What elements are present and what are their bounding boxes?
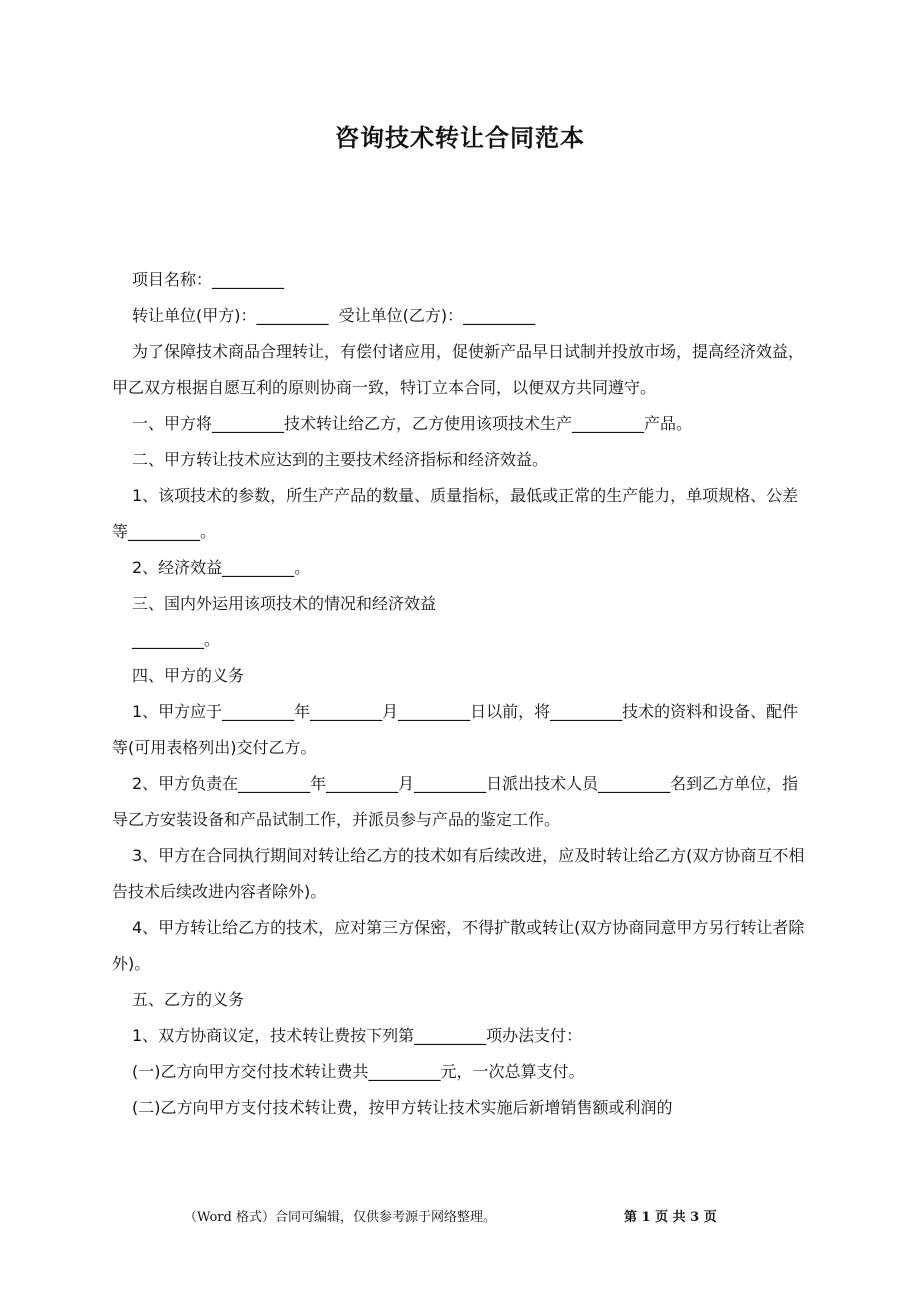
paragraph-clause-2-1: 1、该项技术的参数，所生产产品的数量、质量指标，最低或正常的生产能力，单项规格、公差等_________。 [112, 486, 799, 541]
document-title: 咨询技术转让合同范本 [335, 124, 585, 152]
paragraph-preamble: 为了保障技术商品合理转让，有偿付诸应用，促使新产品早日试制并投放市场，提高经济效益，甲乙双方根据自愿互利的原则协商一致，特订立本合同，以便双方共同遵守。 [112, 342, 805, 397]
paragraph-clause-3: 三、国内外运用该项技术的情况和经济效益 [132, 594, 437, 613]
document-body [112, 262, 812, 1126]
page-number: 第 1 页 共 3 页 [624, 1210, 717, 1225]
footer-note: （Word 格式）合同可编辑，仅供参考源于网络整理。 [184, 1210, 496, 1225]
paragraph-project-name: 项目名称：_________ [132, 270, 285, 289]
paragraph-clause-2: 二、甲方转让技术应达到的主要技术经济指标和经济效益。 [132, 450, 549, 469]
paragraph-clause-5-1: 1、双方协商议定，技术转让费按下列第_________项办法支付： [132, 1026, 583, 1045]
paragraph-clause-5: 五、乙方的义务 [132, 990, 245, 1009]
paragraph-clause-4-4: 4、甲方转让给乙方的技术，应对第三方保密，不得扩散或转让(双方协商同意甲方另行转让者除外)。 [112, 918, 805, 973]
paragraph-clause-3-blank: _________。 [132, 630, 221, 649]
paragraph-clause-4-3: 3、甲方在合同执行期间对转让给乙方的技术如有后续改进，应及时转让给乙方(双方协商互不相告技术后续改进内容者除外)。 [112, 846, 805, 901]
paragraph-clause-1: 一、甲方将_________技术转让给乙方，乙方使用该项技术生产_________产品。 [132, 414, 693, 433]
paragraph-clause-4-2: 2、甲方负责在_________年_________月_________日派出技术人员_________名到乙方单位，指导乙方安装设备和产品试制工作，并派员参与产品的鉴定工作。 [112, 774, 799, 829]
paragraph-clause-4: 四、甲方的义务 [132, 666, 245, 685]
paragraph-clause-2-2: 2、经济效益_________。 [132, 558, 311, 577]
paragraph-parties: 转让单位(甲方)：_________ 受让单位(乙方)：_________ [132, 306, 536, 325]
paragraph-clause-4-1: 1、甲方应于_________年_________月_________日以前，将_________技术的资料和设备、配件等(可用表格列出)交付乙方。 [112, 702, 799, 757]
paragraph-clause-5-1-b: (二)乙方向甲方支付技术转让费，按甲方转让技术实施后新增销售额或利润的 [132, 1098, 673, 1117]
paragraph-clause-5-1-a: (一)乙方向甲方交付技术转让费共_________元，一次总算支付。 [132, 1062, 585, 1081]
